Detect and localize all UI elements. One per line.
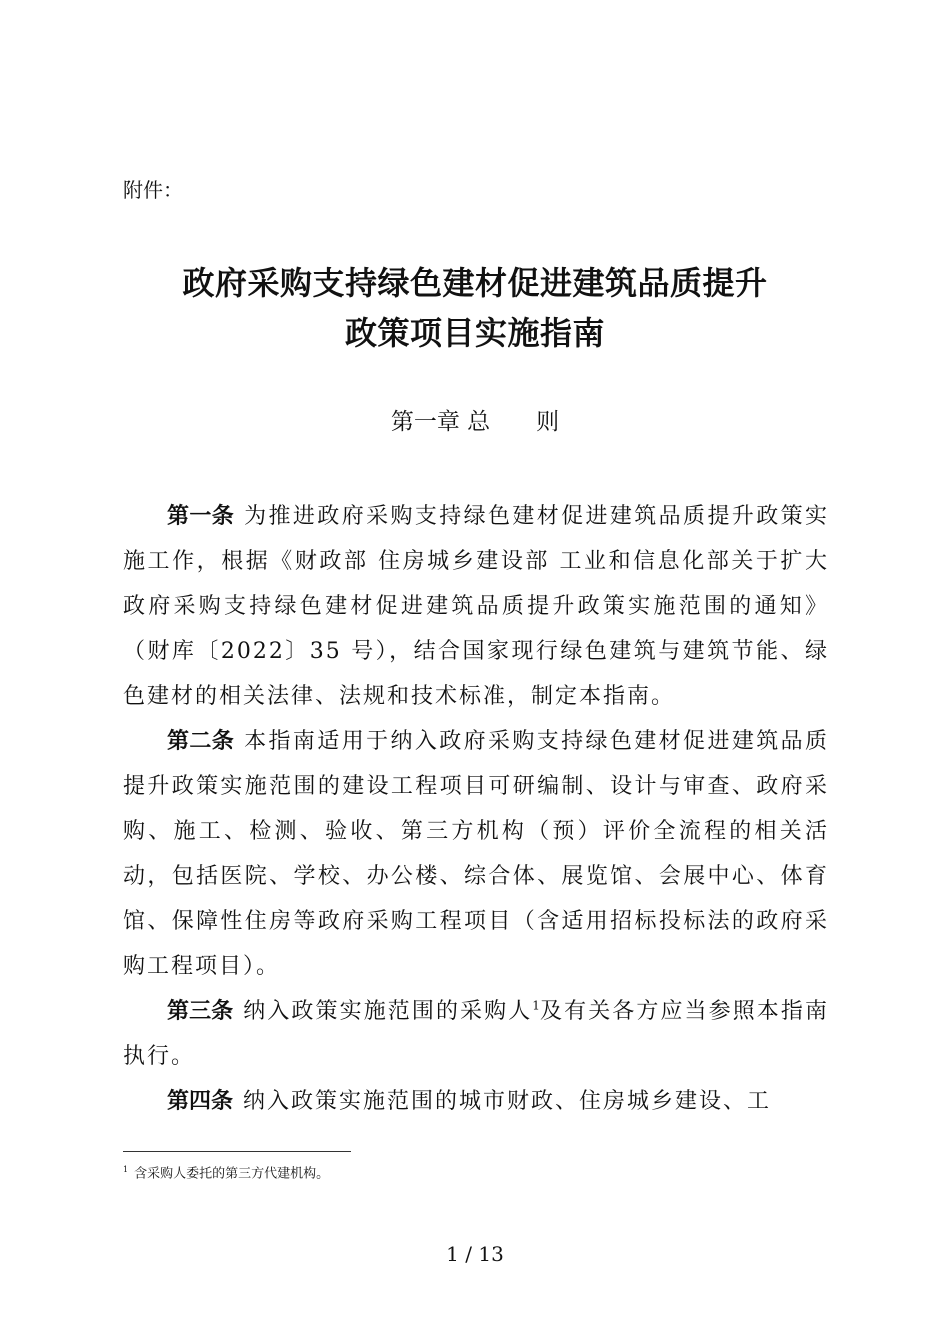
footnote-reference[interactable]: 1 bbox=[532, 998, 540, 1013]
footnote-marker: 1 bbox=[123, 1165, 129, 1174]
article-label: 第四条 bbox=[167, 1089, 234, 1114]
attachment-label: 附件： bbox=[123, 178, 183, 202]
footnote-text: 含采购人委托的第三方代建机构。 bbox=[134, 1166, 330, 1182]
article-label: 第一条 bbox=[167, 504, 235, 529]
page-number: 1 / 13 bbox=[446, 1242, 504, 1266]
article-text-after-footnote: 及有关各方应当参照本指南执行。 bbox=[123, 999, 829, 1069]
document-title bbox=[0, 258, 950, 358]
body-text bbox=[123, 494, 829, 1124]
chapter-heading: 第一章 总 则 bbox=[390, 409, 560, 435]
article-text-before-footnote: 纳入政策实施范围的采购人 bbox=[243, 999, 533, 1024]
article-label: 第二条 bbox=[167, 729, 235, 754]
article-text: 纳入政策实施范围的城市财政、住房城乡建设、工 bbox=[243, 1089, 772, 1114]
article-3 bbox=[123, 989, 829, 1079]
article-2 bbox=[123, 719, 829, 989]
article-label: 第三条 bbox=[167, 999, 234, 1024]
article-1 bbox=[123, 494, 829, 719]
document-title-line-2: 政策项目实施指南 bbox=[344, 314, 605, 352]
article-text: 本指南适用于纳入政府采购支持绿色建材促进建筑品质提升政策实施范围的建设工程项目可研编制、设计与审查、政府采购、施工、检测、验收、第三方机构（预）评价全流程的相关活动，包括医院、学校、办公楼、综合体、展览馆、会展中心、体育馆、保障性住房等政府采购工程项目（含适用招标投标法的政府采购工程项目）。 bbox=[123, 729, 829, 979]
article-4 bbox=[123, 1079, 829, 1124]
footnote bbox=[123, 1160, 329, 1184]
article-text: 为推进政府采购支持绿色建材促进建筑品质提升政策实施工作，根据《财政部 住房城乡建设部 工业和信息化部关于扩大政府采购支持绿色建材促进建筑品质提升政策实施范围的通知》（财库〔2022〕35 号），结合国家现行绿色建筑与建筑节能、绿色建材的相关法律、法规和技术标准，制定本指南。 bbox=[123, 504, 829, 709]
footnote-divider bbox=[123, 1151, 351, 1152]
document-title-line-1: 政府采购支持绿色建材促进建筑品质提升 bbox=[182, 264, 768, 302]
